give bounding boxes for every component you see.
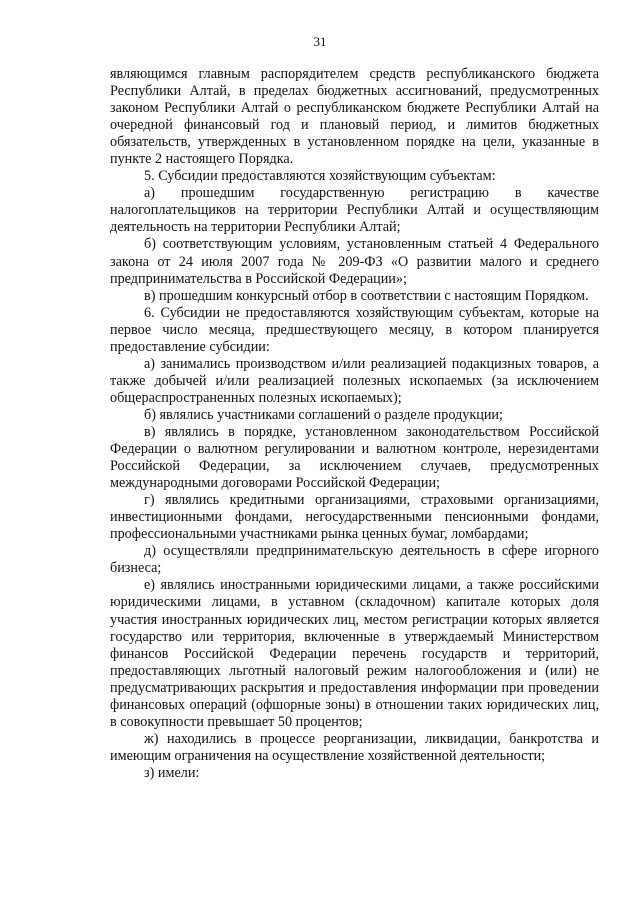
paragraph-item-v: в) прошедшим конкурсный отбор в соответствии с настоящим Порядком. — [144, 287, 589, 304]
paragraph-item-e: е) являлись иностранными юридическими лицами, а также российскими юридическими лицами, в уставном (складочном) капитале которых доля участия иностранных юридических лиц, местом регистрации которых является государство или территория, включенные в утверждаемый Министерством финансов Российской Федерации перечень государств и территорий, предоставляющих льготный налоговый режим налогообложения и (или) не предусматривающих раскрытия и предоставления информации при проведении финансовых операций (офшорные зоны) в отношении таких юридических лиц, в совокупности превышает 50 процентов; — [110, 577, 599, 730]
paragraph-item-b: б) являлись участниками соглашений о разделе продукции; — [144, 406, 503, 423]
page-number: 31 — [313, 34, 327, 49]
paragraph-item-v: в) являлись в порядке, установленном законодательством Российской Федерации о валютном регулировании и валютном контроле, нерезидентами Российской Федерации, за исключением случаев, предусмотренных международными договорами Российской Федерации; — [110, 423, 599, 492]
paragraph-item-a: а) прошедшим государственную регистрацию в качестве налогоплательщиков на территории Республики Алтай и осуществляющим деятельность на территории Республики Алтай; — [110, 185, 599, 236]
paragraph-item-a: а) занимались производством и/или реализацией подакцизных товаров, а также добычей и/или реализацией полезных ископаемых (за исключением общераспространенных полезных ископаемых); — [110, 355, 599, 406]
paragraph-item-g: г) являлись кредитными организациями, страховыми организациями, инвестиционными фондами, негосударственными пенсионными фондами, профессиональными участниками рынка ценных бумаг, ломбардами; — [110, 492, 599, 543]
paragraph-clause-5: 5. Субсидии предоставляются хозяйствующим субъектам: — [144, 168, 496, 185]
document-body — [110, 66, 599, 782]
paragraph-item-d: д) осуществляли предпринимательскую деятельность в сфере игорного бизнеса; — [110, 543, 599, 577]
paragraph-continuation: являющимся главным распорядителем средств республиканского бюджета Республики Алтай, в пределах бюджетных ассигнований, предусмотренных законом Республики Алтай о республиканском бюджете Республики Алтай на очередной финансовый год и плановый период, и лимитов бюджетных обязательств, утвержденных в установленном порядке на цели, указанные в пункте 2 настоящего Порядка. — [110, 66, 599, 168]
paragraph-item-b: б) соответствующим условиям, установленным статьей 4 Федерального закона от 24 июля 2007 года № 209-ФЗ «О развитии малого и среднего предпринимательства в Российской Федерации»; — [110, 236, 599, 287]
paragraph-clause-6: 6. Субсидии не предоставляются хозяйствующим субъектам, которые на первое число месяца, предшествующего месяцу, в котором планируется предоставление субсидии: — [110, 304, 599, 355]
paragraph-item-zh: ж) находились в процессе реорганизации, ликвидации, банкротства и имеющим ограничения на осуществление хозяйственной деятельности; — [110, 730, 599, 764]
paragraph-item-z: з) имели: — [144, 764, 200, 781]
